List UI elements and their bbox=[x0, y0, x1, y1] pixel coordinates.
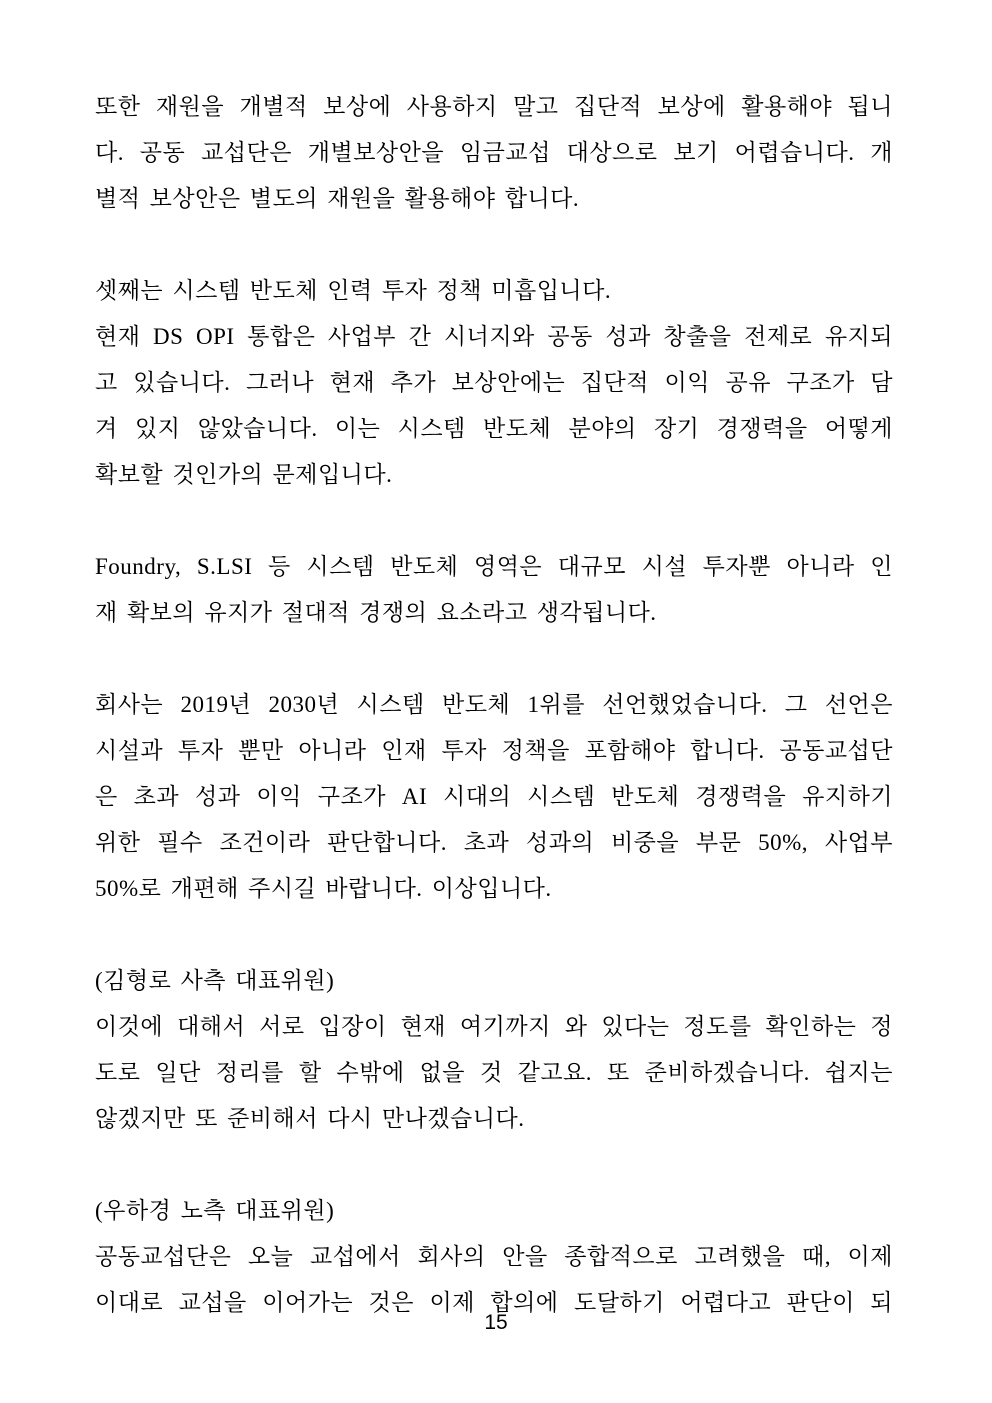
paragraph-foundry-slsi bbox=[95, 544, 893, 636]
text-line: 회사는 2019년 2030년 시스템 반도체 1위를 선언했었습니다. 그 선언은 bbox=[95, 692, 893, 717]
text-line: 이것에 대해서 서로 입장이 현재 여기까지 와 있다는 정도를 확인하는 정 bbox=[95, 1014, 893, 1039]
speaker-label: (김형로 사측 대표위원) bbox=[95, 968, 335, 993]
text-line: 50%로 개편해 주시길 바랍니다. 이상입니다. bbox=[95, 876, 552, 901]
text-line: 셋째는 시스템 반도체 인력 투자 정책 미흡입니다. bbox=[95, 278, 612, 303]
text-line: 도로 일단 정리를 할 수밖에 없을 것 같고요. 또 준비하겠습니다. 쉽지는 bbox=[95, 1060, 893, 1085]
text-line: 공동교섭단은 오늘 교섭에서 회사의 안을 종합적으로 고려했을 때, 이제 bbox=[95, 1244, 893, 1269]
text-line: 겨 있지 않았습니다. 이는 시스템 반도체 분야의 장기 경쟁력을 어떻게 bbox=[95, 416, 893, 441]
text-line: 또한 재원을 개별적 보상에 사용하지 말고 집단적 보상에 활용해야 됩니 bbox=[95, 94, 893, 119]
text-line: 위한 필수 조건이라 판단합니다. 초과 성과의 비중을 부문 50%, 사업부 bbox=[95, 830, 893, 855]
paragraph-speaker-kim-hyungro bbox=[95, 958, 893, 1142]
page-footer bbox=[0, 1308, 992, 1338]
text-line: 다. 공동 교섭단은 개별보상안을 임금교섭 대상으로 보기 어렵습니다. 개 bbox=[95, 140, 893, 165]
text-line: 현재 DS OPI 통합은 사업부 간 시너지와 공동 성과 창출을 전제로 유지되 bbox=[95, 324, 893, 349]
paragraph-individual-compensation bbox=[95, 84, 893, 222]
text-line: 않겠지만 또 준비해서 다시 만나겠습니다. bbox=[95, 1106, 525, 1131]
paragraph-company-declaration bbox=[95, 682, 893, 912]
text-line: 이대로 교섭을 이어가는 것은 이제 합의에 도달하기 어렵다고 판단이 되 bbox=[95, 1290, 893, 1315]
page-number: 15 bbox=[484, 1311, 508, 1334]
text-line: 은 초과 성과 이익 구조가 AI 시대의 시스템 반도체 경쟁력을 유지하기 bbox=[95, 784, 893, 809]
text-line: 재 확보의 유지가 절대적 경쟁의 요소라고 생각됩니다. bbox=[95, 600, 657, 625]
text-line: 확보할 것인가의 문제입니다. bbox=[95, 462, 393, 487]
paragraph-speaker-woo-hakyung bbox=[95, 1188, 893, 1326]
paragraph-system-semiconductor-policy bbox=[95, 268, 893, 498]
text-line: Foundry, S.LSI 등 시스템 반도체 영역은 대규모 시설 투자뿐 아니라 인 bbox=[95, 554, 893, 579]
text-line: 시설과 투자 뿐만 아니라 인재 투자 정책을 포함해야 합니다. 공동교섭단 bbox=[95, 738, 893, 763]
text-line: 별적 보상안은 별도의 재원을 활용해야 합니다. bbox=[95, 186, 580, 211]
document-body bbox=[95, 84, 893, 1326]
speaker-label: (우하경 노측 대표위원) bbox=[95, 1198, 335, 1223]
text-line: 고 있습니다. 그러나 현재 추가 보상안에는 집단적 이익 공유 구조가 담 bbox=[95, 370, 893, 395]
